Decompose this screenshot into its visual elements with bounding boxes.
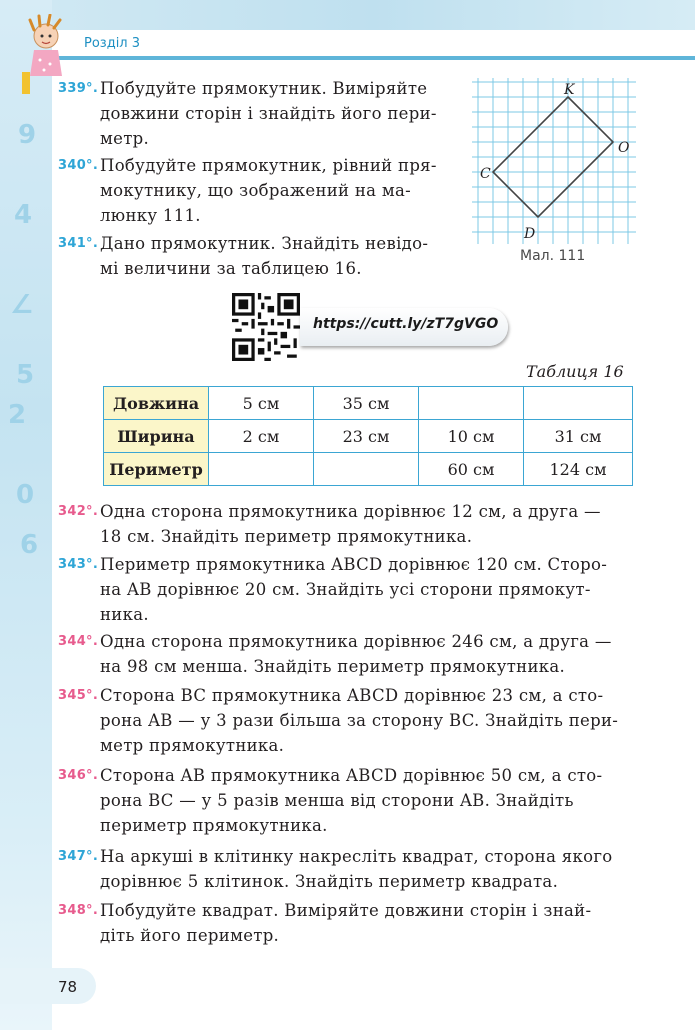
data-table (103, 386, 633, 486)
sidebar-digit-decoration: 5 (16, 360, 35, 390)
vertex-label-o: O (618, 140, 630, 156)
table-cell: 60 см (419, 453, 524, 486)
task-text: Периметр прямокутника ABCD дорівнює 120 см. Сторо- на AB дорівнює 20 см. Знайдіть усі сторони прямокут- ника. (100, 555, 608, 624)
page-number-tab (0, 968, 96, 1004)
table-cell (524, 387, 633, 420)
table-cell: 31 см (524, 420, 633, 453)
table-cell: 124 см (524, 453, 633, 486)
figure-caption: Мал. 111 (520, 248, 586, 264)
table-cell (314, 453, 419, 486)
task-number: 341°. (58, 236, 99, 251)
task-343 (58, 552, 607, 627)
task-number: 344°. (58, 634, 99, 649)
table-row (104, 387, 633, 420)
table-cell: 10 см (419, 420, 524, 453)
task-text: Дано прямокутник. Знайдіть невідо- мі величини за таблицею 16. (100, 234, 429, 278)
rectangle-grid-figure (472, 78, 642, 268)
task-number: 348°. (58, 903, 99, 918)
task-number: 339°. (58, 81, 99, 96)
sidebar-digit-decoration: 4 (14, 200, 33, 230)
task-text: Сторона BC прямокутника ABCD дорівнює 23 см, а сто- рона AB — у 3 рази більша за сторону BC. Знайдіть пери- метр прямокутника. (100, 686, 619, 755)
sidebar-digit-decoration: 9 (18, 120, 37, 150)
decorative-sidebar (0, 0, 52, 1030)
task-number: 342°. (58, 504, 99, 519)
task-344 (58, 629, 612, 679)
qr-code[interactable] (232, 293, 300, 361)
task-text: На аркуші в клітинку накресліть квадрат, сторона якого дорівнює 5 клітинок. Знайдіть периметр квадрата. (100, 847, 613, 891)
table-row (104, 453, 633, 486)
table-cell (419, 387, 524, 420)
task-340 (58, 153, 437, 228)
task-348 (58, 898, 591, 948)
table-cell (209, 453, 314, 486)
task-number: 346°. (58, 768, 99, 783)
row-header: Довжина (104, 387, 209, 420)
task-346 (58, 763, 602, 838)
table-cell: 35 см (314, 387, 419, 420)
task-number: 340°. (58, 158, 99, 173)
task-number: 343°. (58, 557, 99, 572)
section-header-bar (52, 30, 695, 60)
decorative-top-band (52, 0, 695, 30)
task-text: Одна сторона прямокутника дорівнює 12 см, а друга — 18 см. Знайдіть периметр прямокутника. (100, 502, 601, 546)
sidebar-digit-decoration: 2 (8, 400, 27, 430)
task-number: 347°. (58, 849, 99, 864)
table-cell: 2 см (209, 420, 314, 453)
table-caption: Таблиця 16 (526, 362, 624, 381)
page-number: 78 (58, 978, 78, 996)
sidebar-digit-decoration: 0 (16, 480, 35, 510)
resource-link[interactable]: https://cutt.ly/zT7gVGO (313, 316, 499, 332)
task-text: Побудуйте прямокутник, рівний пря- мокутнику, що зображений на ма- люнку 111. (100, 156, 437, 225)
row-header: Периметр (104, 453, 209, 486)
sidebar-digit-decoration: 6 (20, 530, 39, 560)
task-339 (58, 76, 437, 151)
table-cell: 23 см (314, 420, 419, 453)
task-text: Одна сторона прямокутника дорівнює 246 см, а друга — на 98 см менша. Знайдіть периметр прямокутника. (100, 632, 612, 676)
task-text: Побудуйте квадрат. Виміряйте довжини сторін і знай- діть його периметр. (100, 901, 592, 945)
vertex-label-k: K (564, 82, 575, 98)
task-347 (58, 844, 613, 894)
task-number: 345°. (58, 688, 99, 703)
section-title: Розділ 3 (84, 36, 141, 51)
row-header: Ширина (104, 420, 209, 453)
table-row (104, 420, 633, 453)
table-cell: 5 см (209, 387, 314, 420)
task-342 (58, 499, 601, 549)
task-text: Побудуйте прямокутник. Виміряйте довжини сторін і знайдіть його пери- метр. (100, 79, 437, 148)
sidebar-digit-decoration: ∠ (10, 290, 34, 320)
task-345 (58, 683, 618, 758)
task-text: Сторона AB прямокутника ABCD дорівнює 50 см, а сто- рона BC — у 5 разів менша від сторони AB. Знайдіть периметр прямокутника. (100, 766, 603, 835)
vertex-label-d: D (524, 226, 536, 242)
vertex-label-c: C (480, 166, 491, 182)
task-341 (58, 231, 428, 281)
